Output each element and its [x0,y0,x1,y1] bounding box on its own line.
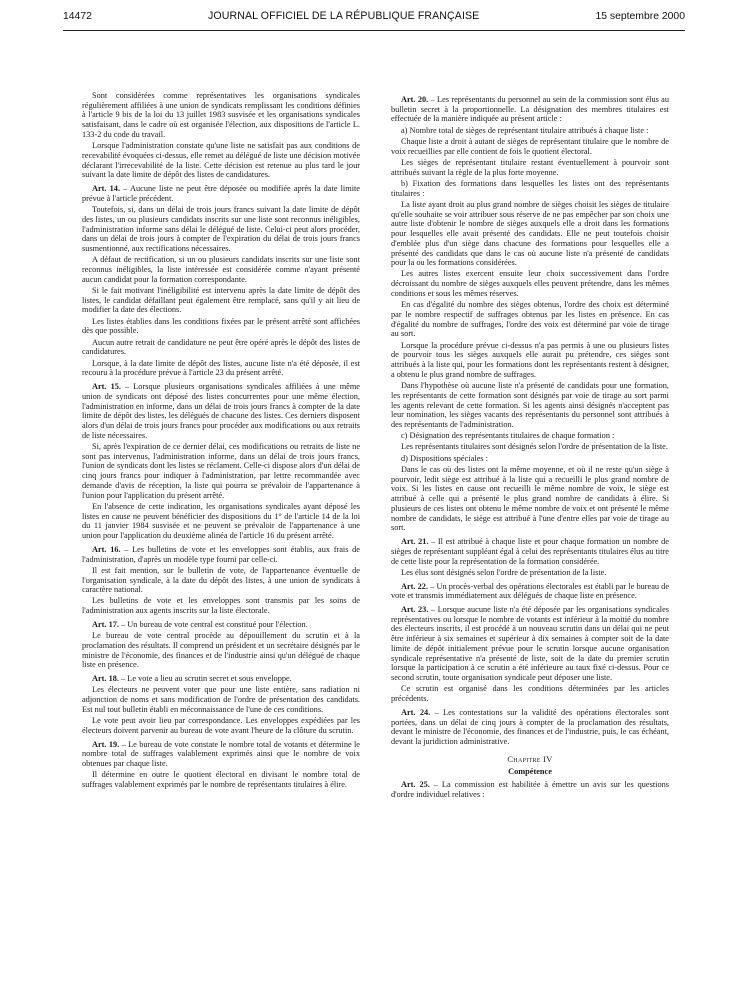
article-number: Art. 24. [401,707,431,717]
paragraph-text: – Aucune liste ne peut être déposée ou modifiée après la date limite prévue à l'article précédent. [82,184,360,203]
paragraph-text: Les listes établies dans les conditions fixées par le présent arrêté sont affichées dès que possible. [82,316,360,336]
page-number: 14472 [63,11,92,22]
paragraph-text: Lorsque, à la date limite de dépôt des listes, aucune liste n'a été déposée, il est recouru à la procédure prévue à l'article 23 du présent arrêté. [82,358,360,378]
paragraph-text: – Le vote a lieu au scrutin secret et sous enveloppe. [118,674,292,684]
paragraph [391,269,669,298]
paragraph-text: – Un procès-verbal des opérations électorales est établi par le bureau de vote et transmis immédiatement aux délégués de chaque liste en présence. [391,581,670,601]
paragraph [391,158,669,177]
paragraph-text: c) Désignation des représentants titulaires de chaque formation : [401,431,615,441]
paragraph-text: b) Fixation des formations dans lesquelles les listes ont des représentants titulaires : [391,178,669,198]
paragraph-text: Lorsque l'administration constate qu'une liste ne satisfait pas aux conditions de recevabilité évoquées ci-dessus, elle remet au délégué de liste une décision motivée déclarant l'irrecevabilité de la liste. Cette décision est retenue au plus tard le jour suivant la date limite de dépôt des listes de candidatures. [82,141,360,180]
paragraph-text: Il détermine en outre le quotient électoral en divisant le nombre total de suffrages valablement exprimés par le nombre de représentants titulaires à élire. [82,770,360,789]
paragraph [391,137,669,156]
paragraph [391,568,669,578]
paragraph-text: d) Dispositions spéciales : [401,453,488,463]
paragraph-text: – Les représentants du personnel au sein de la commission sont élus au bulletin secret à la proportionnelle. La désignation des membres titulaires est effectuée de la manière indiquée au présent article : [391,95,669,124]
paragraph-text: Sont considérées comme représentatives les organisations syndicales régulièrement affiliées à une union de syndicats remplissant les conditions définies à l'article 9 bis de la loi du 13 juillet 1983 susvisée et les organisations syndicales satisfaisant, dans le cadre où est organisée l'élection, aux dispositions de l'article L. 133-2 du code du travail. [82,91,360,139]
paragraph [391,341,669,380]
paragraph-text: Les élus sont désignés selon l'ordre de présentation de la liste. [401,567,607,577]
paragraph-text: En cas d'égalité du nombre des sièges obtenus, l'ordre des choix est déterminé par le nombre respectif de suffrages obtenus par les listes en présence. En cas d'égalité du nombre de suffrages, l'ordre des voix est déterminé par voie de tirage au sort. [391,300,669,339]
paragraph [82,716,360,735]
article-number: Art. 22. [401,581,429,591]
paragraph-text: – La commission est habilitée à émettre un avis sur les questions d'ordre individuel relatives : [391,780,669,799]
paragraph-text: Il est fait mention, sur le bulletin de vote, de l'appartenance éventuelle de l'organisation syndicale, à la date du dépôt des listes, à une union de syndicats à caractère national. [82,565,360,595]
paragraph [391,465,669,533]
paragraph-text: Si le fait motivant l'inéligibilité est intervenu après la date limite de dépôt des listes, le candidat défaillant peut également être remplacé, sans qu'il y ait lieu de modifier la date des élections. [82,285,360,315]
paragraph [82,770,360,789]
article-paragraph [391,537,669,566]
paragraph [82,596,360,615]
article-paragraph [391,95,669,124]
paragraph-text: Aucun autre retrait de candidature ne peut être opéré après le dépôt des listes de candidatures. [82,337,360,357]
article-paragraph [82,545,360,564]
article-number: Art. 20. [401,95,429,104]
paragraph [82,359,360,378]
paragraph [82,685,360,714]
article-number: Art. 19. [92,739,120,749]
paragraph-text: Le vote peut avoir lieu par correspondance. Les enveloppes expédiées par les électeurs doivent parvenir au bureau de vote avant l'heure de la clôture du scrutin. [82,716,360,735]
paragraph-text: En l'absence de cette indication, les organisations syndicales ayant déposé les listes en cause ne peuvent bénéficier des dispositions du 1° de l'article 14 de la loi du 11 janvier 1984 susvisée et ne peuvent se prévaloir de l'appartenance à une union pour l'application du deuxième alinéa de l'article 16 du présent arrêté. [82,501,360,541]
article-number: Art. 14. [92,184,121,194]
paragraph [391,179,669,198]
paragraph [391,431,669,441]
header-rule [63,30,685,31]
paragraph [391,684,669,703]
paragraph [82,317,360,336]
article-paragraph [82,620,360,630]
paragraph-text: – Lorsque aucune liste n'a été déposée par les organisations syndicales représentatives ou lorsque le nombre de votants est inférieur à la moitié du nombre des électeurs inscrits, il est procédé à un nouveau scrutin dans un délai qui ne peut être inférieur à six semaines et supérieur à dix semaines à compter soit de la date limite de dépôt initialement prévue pour le scrutin lorsque aucune organisation syndicale représentative n'a présenté de liste, soit de la date du premier scrutin lorsque la participation à ce scrutin a été inférieure au taux fixé ci-dessus. Pour ce second scrutin, toute organisation syndicale peut déposer une liste. [391,604,669,683]
paragraph [82,442,360,500]
paragraph-text: – Les contestations sur la validité des opérations électorales sont portées, dans un délai de cinq jours à compter de la proclamation des résultats, devant le ministre de l'économie, des finances et de l'industrie, puis, le cas échéant, devant la juridiction administrative. [391,707,669,747]
journal-title: JOURNAL OFFICIEL DE LA RÉPUBLIQUE FRANÇAISE [207,10,480,22]
paragraph-text: – Lorsque plusieurs organisations syndicales affiliées à une même union de syndicats ont déposé des listes concurrentes pour une même élection, l'administration en informe, dans un délai de trois jours francs à compter de la date limite de dépôt des listes, les délégués de chacune des listes. Ces derniers disposent alors d'un délai de trois jours francs pour procéder aux modifications ou aux retraits de liste nécessaires. [82,382,360,440]
right-column [391,91,669,801]
article-number: Art. 16. [92,544,121,554]
page-header [63,10,685,30]
paragraph [82,141,360,180]
paragraph-text: Toutefois, si, dans un délai de trois jours francs suivant la date limite de dépôt des listes, un ou plusieurs candidats inscrits sur une liste sont reconnus inéligibles, l'administration informe sans délai le délégué de liste. Celui-ci peut alors procéder, dans un délai de trois jours à compter de l'expiration du délai de trois jours francs susmentionné, aux rectifications nécessaires. [82,205,360,254]
paragraph [391,381,669,430]
article-paragraph [391,605,669,683]
paragraph [82,338,360,357]
paragraph [82,255,360,284]
paragraph [391,126,669,136]
paragraph-text: Les bulletins de vote et les enveloppes sont transmis par les soins de l'administration aux agents inscrits sur la liste électorale. [82,596,360,616]
paragraph-text: Dans le cas où des listes ont la même moyenne, et où il ne reste qu'un siège à pourvoir, ledit siège est attribué à la liste qui a recueilli le plus grand nombre de voix. Si les listes en cause ont recueilli le même nombre de voix, le siège est attribué à celle qui a présenté le plus grand nombre de candidats à élire. Si plusieurs de ces listes ont obtenu le même nombre de voix et ont présenté le même nombre de candidats, le siège est attribué à l'une d'entre elles par voie de tirage au sort. [391,464,669,533]
article-number: Art. 23. [401,604,429,614]
paragraph-text: Lorsque la procédure prévue ci-dessus n'a pas permis à une ou plusieurs listes de pourvoir tous les sièges auxquels elle aurait pu prétendre, ces sièges sont attribués à la liste qui, pour les formations dont les représentants restent à désigner, a obtenu le plus grand nombre de suffrages. [391,340,669,379]
paragraph [82,91,360,140]
article-paragraph [82,674,360,684]
paragraph-text: – Le bureau de vote constate le nombre total de votants et détermine le nombre total de suffrages valablement exprimés ainsi que le nombre de voix obtenues par chaque liste. [82,739,360,768]
chapter-heading: Chapitre IV [507,754,553,764]
paragraph [391,300,669,339]
paragraph [391,442,669,452]
paragraph-text: – Les bulletins de vote et les enveloppes sont établis, aux frais de l'administration, d'après un modèle type fourni par celle-ci. [82,544,360,564]
article-paragraph [82,740,360,769]
paragraph [82,566,360,595]
article-number: Art. 15. [92,382,121,392]
chapter-subtitle: Compétence [508,766,552,776]
paragraph-text: Les sièges de représentant titulaire restant éventuellement à pourvoir sont attribués suivant la règle de la plus forte moyenne. [391,157,669,177]
article-number: Art. 17. [92,619,119,629]
article-paragraph [391,708,669,747]
paragraph [391,200,669,268]
paragraph-text: Si, après l'expiration de ce dernier délai, ces modifications ou retraits de liste ne sont pas intervenus, l'administration informe, dans un délai de trois jours francs, l'union de syndicats dont les listes se réclament. Celle-ci dispose alors d'un délai de cinq jours francs pour indiquer à l'administration, par lettre recommandée avec demande d'avis de réception, la liste qui pourra se prévaloir de l'appartenance à l'union pour l'application du présent arrêté. [82,441,360,500]
paragraph-text: – Un bureau de vote central est constitué pour l'élection. [118,619,308,629]
article-number: Art. 21. [401,537,429,547]
paragraph-text: A défaut de rectification, si un ou plusieurs candidats inscrits sur une liste sont reconnus inéligibles, la liste intéressée est considérée comme n'ayant présenté aucun candidat pour la formation correspondante. [82,255,360,284]
paragraph-text: a) Nombre total de sièges de représentant titulaire attribués à chaque liste : [401,125,649,135]
paragraph-text: – Il est attribué à chaque liste et pour chaque formation un nombre de sièges de représentant suppléant égal à celui des représentants titulaires élus au titre de cette liste pour la représentation de la formation considérée. [391,537,669,566]
article-paragraph [391,780,669,799]
paragraph [82,631,360,670]
paragraph-text: Les représentants titulaires sont désignés selon l'ordre de présentation de la liste. [401,442,668,452]
paragraph-text: Les électeurs ne peuvent voter que pour une liste entière, sans radiation ni adjonction de noms et sans modification de l'ordre de présentation des candidats. Est nul tout bulletin établi en méconnaissance de l'une de ces conditions. [82,685,360,714]
article-paragraph [82,184,360,203]
paragraph-text: Les autres listes exercent ensuite leur choix successivement dans l'ordre décroissant du nombre de sièges auxquels elles peuvent prétendre, dans les mêmes conditions et sous les mêmes réserves. [391,269,669,298]
paragraph-text: La liste ayant droit au plus grand nombre de sièges choisit les sièges de titulaire qu'elle souhaite se voir attribuer sous réserve de ne pas empêcher par son choix une autre liste d'obtenir le nombre de sièges auxquels elle a droit dans les formations pour lesquelles elle avait présenté des candidats. Elle ne peut toutefois choisir d'emblée plus d'un siège dans chacune des formations pour lesquelles elle a présenté des candidats que dans le cas où aucune liste n'a présenté de candidats pour la ou les formations considérées. [391,199,669,268]
paragraph-text: Chaque liste a droit à autant de sièges de représentant titulaire que le nombre de voix recueillies par elle contient de fois le quotient électoral. [391,136,669,156]
paragraph-text: Ce scrutin est organisé dans les conditions déterminées par les articles précédents. [391,684,669,704]
article-paragraph [391,582,669,601]
paragraph [82,286,360,315]
article-paragraph [82,382,360,440]
paragraph [82,502,360,541]
paragraph-text: Dans l'hypothèse où aucune liste n'a présenté de candidats pour une formation, les représentants de cette formation sont désignés par voie de tirage au sort parmi les agents relevant de cette formation. Si les agents ainsi désignés n'acceptent pas leur nomination, les sièges vacants des représentants du personnel sont attribués à des représentants de l'administration. [391,381,669,429]
publication-date: 15 septembre 2000 [595,11,685,22]
article-number: Art. 18. [92,674,119,684]
paragraph-text: Le bureau de vote central procède au dépouillement du scrutin et à la proclamation des résultats. Il comprend un président et un secrétaire désignés par le ministre de l'économie, des finances et de l'industrie ainsi qu'un délégué de chaque liste en présence. [82,631,360,670]
left-column [82,91,360,791]
paragraph [391,454,669,464]
paragraph [82,205,360,254]
article-number: Art. 25. [401,780,430,790]
